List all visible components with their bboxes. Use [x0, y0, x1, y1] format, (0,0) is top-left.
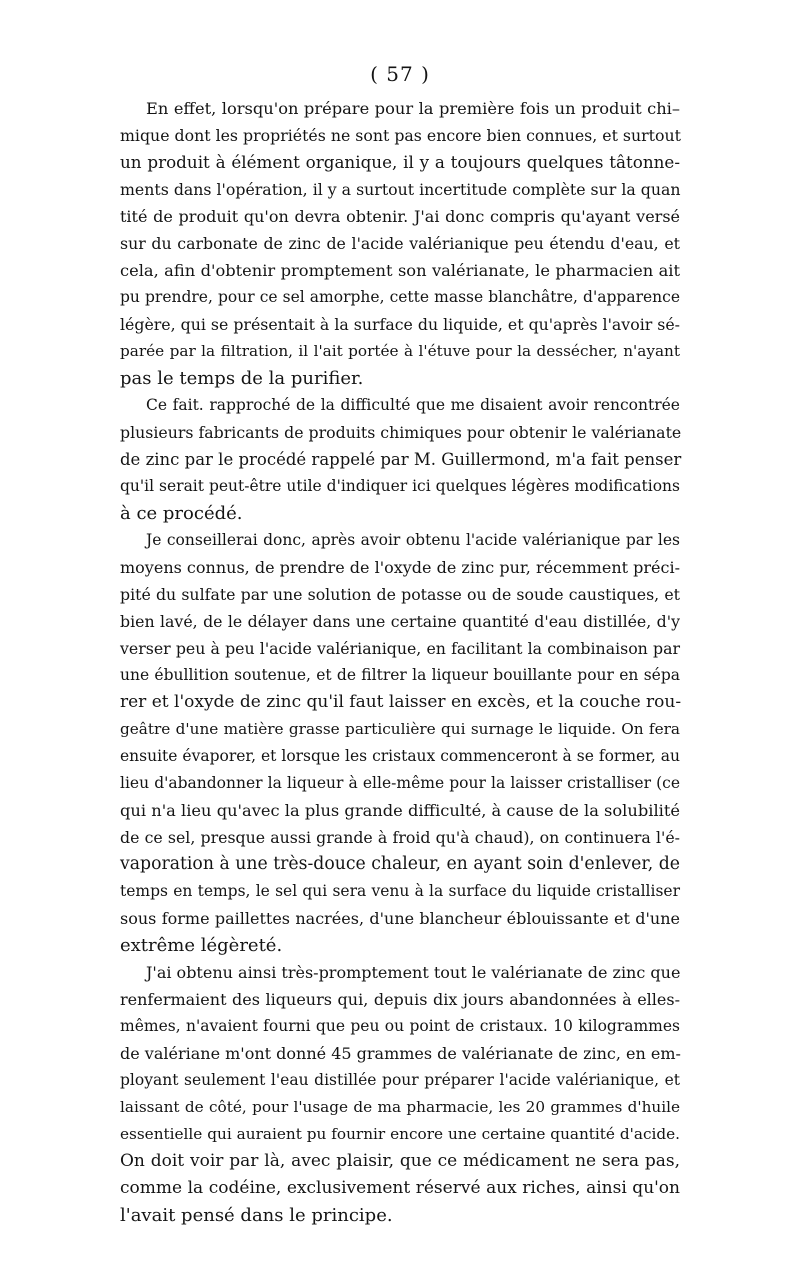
- text-line: cela, afin d'obtenir promptement son valérianate, le pharmacien ait: [120, 261, 680, 280]
- text-line: parée par la filtration, il l'ait portée à l'étuve pour la dessécher, n'ayant: [120, 342, 680, 360]
- text-line: rer et l'oxyde de zinc qu'il faut laisser en excès, et la couche rou-: [120, 692, 682, 712]
- text-line: qui n'a lieu qu'avec la plus grande difficulté, à cause de la solubilité: [120, 801, 680, 820]
- text-line: un produit à élément organique, il y a toujours quelques tâtonne-: [120, 152, 680, 172]
- text-line: comme la codéine, exclusivement réservé aux riches, ainsi qu'on: [120, 1178, 680, 1198]
- text-line: pité du sulfate par une solution de potasse ou de soude caustiques, et: [120, 585, 680, 604]
- text-line: pas le temps de la purifier.: [120, 368, 364, 389]
- text-line: de valériane m'ont donné 45 grammes de valérianate de zinc, en em-: [120, 1044, 681, 1063]
- text-line: En effet, lorsqu'on prépare pour la première fois un produit chi–: [146, 99, 680, 118]
- text-line: extrême légèreté.: [120, 935, 283, 956]
- text-line: ments dans l'opération, il y a surtout incertitude complète sur la quan: [120, 180, 681, 199]
- text-line: bien lavé, de le délayer dans une certaine quantité d'eau distillée, d'y: [120, 612, 680, 631]
- paragraph-2: [120, 392, 680, 527]
- text-line: de ce sel, presque aussi grande à froid qu'à chaud), on continuera l'é-: [120, 828, 680, 847]
- text-line: On doit voir par là, avec plaisir, que ce médicament ne sera pas,: [120, 1151, 680, 1171]
- paragraph-3: [120, 527, 680, 959]
- text-line: pu prendre, pour ce sel amorphe, cette masse blanchâtre, d'apparence: [120, 288, 680, 306]
- text-line: sur du carbonate de zinc de l'acide valérianique peu étendu d'eau, et: [120, 234, 680, 253]
- text-column: [120, 95, 680, 1229]
- text-line: à ce procédé.: [120, 503, 243, 524]
- text-line: Je conseillerai donc, après avoir obtenu l'acide valérianique par les: [146, 531, 680, 549]
- text-line: J'ai obtenu ainsi très-promptement tout le valérianate de zinc que: [146, 963, 681, 982]
- text-line: l'avait pensé dans le principe.: [120, 1205, 393, 1226]
- text-line: ensuite évaporer, et lorsque les cristaux commenceront à se former, au: [120, 747, 680, 765]
- text-line: légère, qui se présentait à la surface du liquide, et qu'après l'avoir sé-: [120, 315, 680, 334]
- text-line: mêmes, n'avaient fourni que peu ou point de cristaux. 10 kilogrammes: [120, 1017, 680, 1035]
- text-line: qu'il serait peut-être utile d'indiquer ici quelques légères modifications: [120, 477, 680, 495]
- text-line: Ce fait. rapproché de la difficulté que me disaient avoir rencontrée: [146, 396, 680, 414]
- text-line: verser peu à peu l'acide valérianique, en facilitant la combinaison par: [120, 639, 680, 658]
- text-line: moyens connus, de prendre de l'oxyde de zinc pur, récemment préci-: [120, 558, 680, 577]
- text-line: plusieurs fabricants de produits chimiques pour obtenir le valérianate: [120, 423, 682, 442]
- text-line: essentielle qui auraient pu fournir encore une certaine quantité d'acide.: [120, 1125, 680, 1143]
- text-line: geâtre d'une matière grasse particulière qui surnage le liquide. On fera: [120, 720, 680, 738]
- text-line: tité de produit qu'on devra obtenir. J'ai donc compris qu'ayant versé: [120, 207, 680, 226]
- text-line: sous forme paillettes nacrées, d'une blancheur éblouissante et d'une: [120, 909, 680, 928]
- paragraph-4: [120, 959, 680, 1229]
- text-line: vaporation à une très-douce chaleur, en ayant soin d'enlever, de: [120, 854, 680, 874]
- text-line: laissant de côté, pour l'usage de ma pharmacie, les 20 grammes d'huile: [120, 1098, 680, 1116]
- text-line: ployant seulement l'eau distillée pour préparer l'acide valérianique, et: [120, 1071, 680, 1089]
- text-line: mique dont les propriétés ne sont pas encore bien connues, et surtout: [120, 126, 681, 145]
- page-number: ( 57 ): [370, 62, 430, 86]
- text-line: temps en temps, le sel qui sera venu à la surface du liquide cristalliser: [120, 882, 680, 900]
- text-line: renfermaient des liqueurs qui, depuis dix jours abandonnées à elles-: [120, 990, 680, 1009]
- text-line: de zinc par le procédé rappelé par M. Guillermond, m'a fait penser: [120, 450, 682, 469]
- text-line: lieu d'abandonner la liqueur à elle-même pour la laisser cristalliser (ce: [120, 774, 680, 792]
- paragraph-1: [120, 95, 680, 392]
- text-line: une ébullition soutenue, et de filtrer la liqueur bouillante pour en sépa: [120, 666, 680, 684]
